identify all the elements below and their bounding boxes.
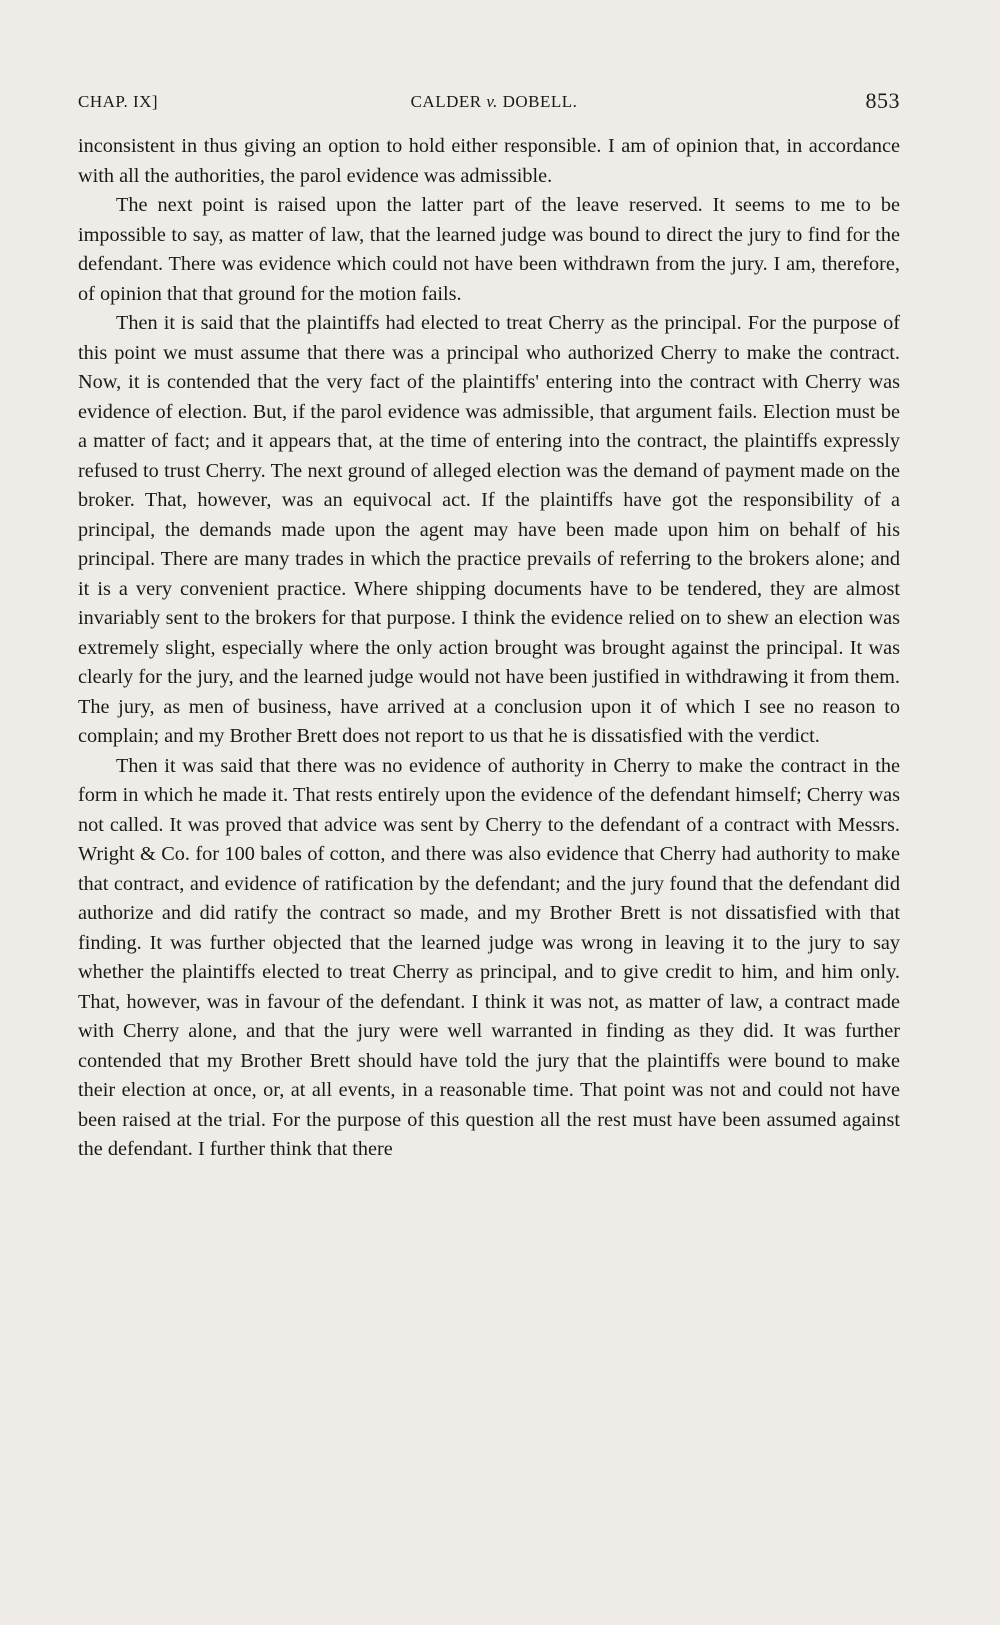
- case-title-part1: CALDER: [410, 92, 482, 111]
- running-head: [78, 88, 900, 122]
- body-text: [78, 132, 900, 1165]
- paragraph: inconsistent in thus giving an option to hold either responsible. I am of opinion that, in accordance with all the authorities, the parol evidence was admissible.: [78, 135, 900, 187]
- case-title: [78, 92, 900, 112]
- chapter-heading: CHAP. IX]: [78, 92, 159, 111]
- case-title-part2: DOBELL.: [502, 92, 578, 111]
- case-title-v: v.: [486, 92, 498, 111]
- paragraph: The next point is raised upon the latter part of the leave reserved. It seems to me to be impossible to say, as matter of law, that the learned judge was bound to direct the jury to find for the defendant. There was evidence which could not have been withdrawn from the jury. I am, therefore, of opinion that that ground for the motion fails.: [78, 194, 900, 305]
- paragraph: Then it was said that there was no evidence of authority in Cherry to make the contract in the form in which he made it. That rests entirely upon the evidence of the defendant himself; Cherry was not called. It was proved that advice was sent by Cherry to the defendant of a contract with Messrs. Wright & Co. for 100 bales of cotton, and there was also evidence that Cherry had authority to make that contract, and evidence of ratification by the defendant; and the jury found that the defendant did authorize and did ratify the contract so made, and my Brother Brett is not dissatisfied with that finding. It was further objected that the learned judge was wrong in leaving it to the jury to say whether the plaintiffs elected to treat Cherry as principal, and to give credit to him, and him only. That, however, was in favour of the defendant. I think it was not, as matter of law, a contract made with Cherry alone, and that the jury were well warranted in finding as they did. It was further contended that my Brother Brett should have told the jury that the plaintiffs were bound to make their election at once, or, at all events, in a reasonable time. That point was not and could not have been raised at the trial. For the purpose of this question all the rest must have been assumed against the defendant. I further think that there: [78, 754, 900, 1160]
- paragraph: Then it is said that the plaintiffs had elected to treat Cherry as the principal. For the purpose of this point we must assume that there was a principal who authorized Cherry to make the contract. Now, it is contended that the very fact of the plaintiffs' entering into the contract with Cherry was evidence of election. But, if the parol evidence was admissible, that argument fails. Election must be a matter of fact; and it appears that, at the time of entering into the contract, the plaintiffs expressly refused to trust Cherry. The next ground of alleged election was the demand of payment made on the broker. That, however, was an equivocal act. If the plaintiffs have got the responsibility of a principal, the demands made upon the agent may have been made upon him on behalf of his principal. There are many trades in which the practice prevails of referring to the brokers alone; and it is a very convenient practice. Where shipping documents have to be tendered, they are almost invariably sent to the brokers for that purpose. I think the evidence relied on to shew an election was extremely slight, especially where the only action brought was brought against the principal. It was clearly for the jury, and the learned judge would not have been justified in withdrawing it from them. The jury, as men of business, have arrived at a conclusion upon it of which I see no reason to complain; and my Brother Brett does not report to us that he is dissatisfied with the verdict.: [78, 312, 900, 747]
- page-number: 853: [865, 88, 900, 113]
- page: [78, 88, 900, 1165]
